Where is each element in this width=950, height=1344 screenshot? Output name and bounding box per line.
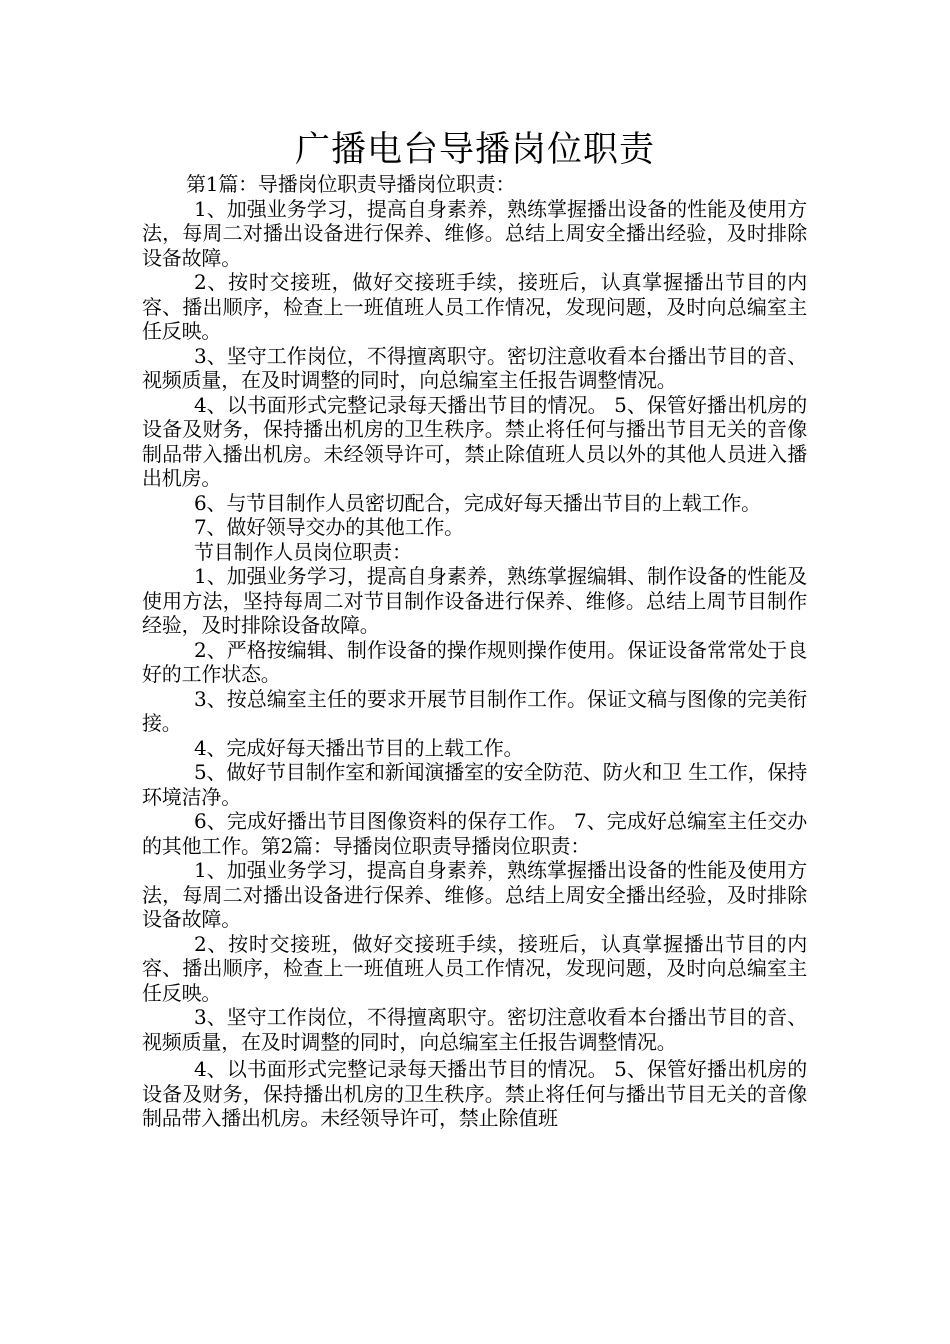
- paragraph: 6、与节目制作人员密切配合，完成好每天播出节目的上载工作。: [194, 490, 761, 515]
- paragraph: 6、完成好播出节目图像资料的保存工作。 7、完成好总编室主任交办的其他工作。第2篇：导播岗位职责导播岗位职责：: [142, 809, 808, 858]
- paragraph: 1、加强业务学习，提高自身素养，熟练掌握播出设备的性能及使用方法，每周二对播出设备进行保养、维修。总结上周安全播出经验，及时排除设备故障。: [142, 858, 807, 931]
- paragraph: 3、坚守工作岗位，不得擅离职守。密切注意收看本台播出节目的音、视频质量，在及时调整的同时，向总编室主任报告调整情况。: [142, 1005, 807, 1054]
- paragraph: 4、以书面形式完整记录每天播出节目的情况。 5、保管好播出机房的设备及财务，保持播出机房的卫生秩序。禁止将任何与播出节目无关的音像制品带入播出机房。未经领导许可，禁止除值班: [142, 1057, 807, 1130]
- document-body: [142, 172, 807, 1131]
- paragraph: 3、坚守工作岗位，不得擅离职守。密切注意收看本台播出节目的音、视频质量，在及时调整的同时，向总编室主任报告调整情况。: [142, 343, 807, 392]
- paragraph: 2、按时交接班，做好交接班手续，接班后，认真掌握播出节目的内容、播出顺序，检查上一班值班人员工作情况，发现问题，及时向总编室主任反映。: [142, 931, 807, 1005]
- paragraph: 3、按总编室主任的要求开展节目制作工作。保证文稿与图像的完美衔接。: [142, 686, 807, 735]
- subsection-heading: 节目制作人员岗位职责：: [194, 539, 412, 564]
- paragraph: 1、加强业务学习，提高自身素养，熟练掌握编辑、制作设备的性能及使用方法，坚持每周二对节目制作设备进行保养、维修。总结上周节目制作经验，及时排除设备故障。: [142, 564, 807, 637]
- paragraph: 7、做好领导交办的其他工作。: [194, 515, 464, 539]
- paragraph: 4、以书面形式完整记录每天播出节目的情况。 5、保管好播出机房的设备及财务，保持播出机房的卫生秩序。禁止将任何与播出节目无关的音像制品带入播出机房。未经领导许可，禁止除值班人员以外的其他人员进入播出机房。: [142, 392, 807, 490]
- paragraph: 1、加强业务学习，提高自身素养，熟练掌握播出设备的性能及使用方法，每周二对播出设备进行保养、维修。总结上周安全播出经验，及时排除设备故障。: [142, 196, 807, 270]
- paragraph: 2、严格按编辑、制作设备的操作规则操作使用。保证设备常常处于良好的工作状态。: [142, 637, 807, 686]
- section-heading-1: 第1篇：导播岗位职责导播岗位职责：: [186, 172, 516, 196]
- paragraph: 5、做好节目制作室和新闻演播室的安全防范、防火和卫 生工作，保持环境洁净。: [142, 760, 807, 809]
- document-title: 广播电台导播岗位职责: [294, 130, 655, 170]
- paragraph: 2、按时交接班，做好交接班手续，接班后，认真掌握播出节目的内容、播出顺序，检查上一班值班人员工作情况，发现问题，及时向总编室主任反映。: [142, 270, 807, 343]
- paragraph: 4、完成好每天播出节目的上载工作。: [194, 735, 524, 760]
